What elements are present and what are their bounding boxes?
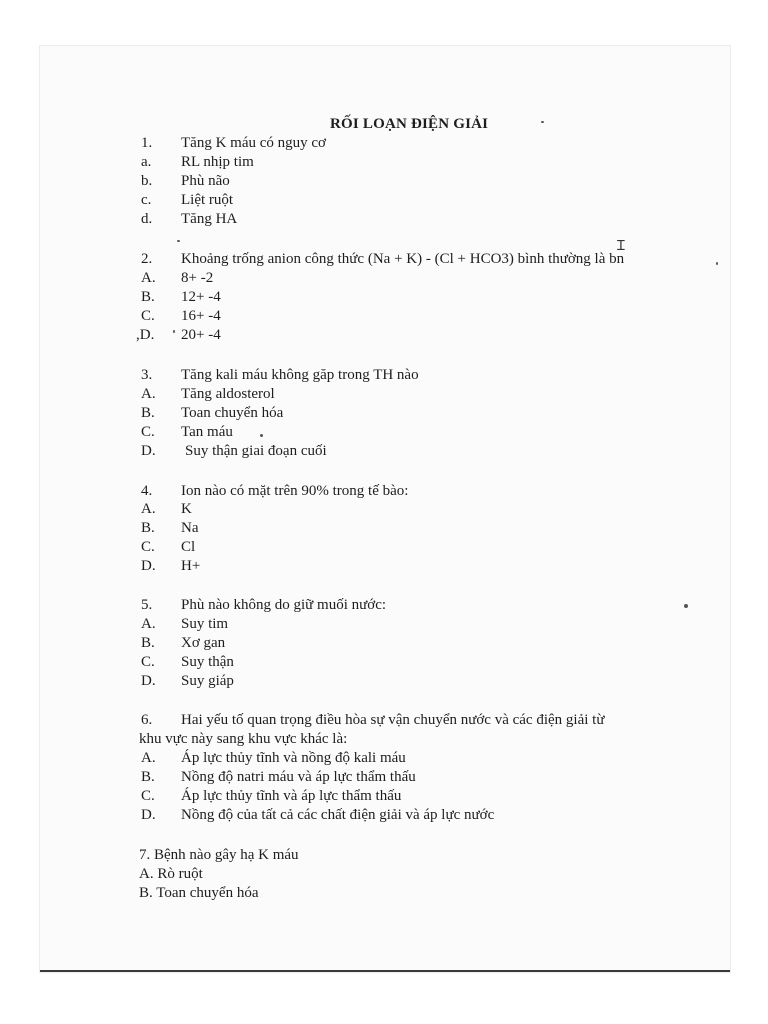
option-label: C. [141,308,155,324]
option-text: Na [181,520,199,536]
scan-speck [684,604,688,608]
text-cursor-icon: Ɪ [617,238,625,254]
question-number: 1. [141,135,153,151]
option-text: Suy tim [181,616,229,632]
option-text: Áp lực thủy tĩnh và nồng độ kali máu [181,750,406,766]
scan-speck [260,434,263,437]
scan-speck [541,121,544,123]
option-text: Cl [181,539,196,555]
option-text: Suy thận [181,654,234,670]
question-number: 3. [141,367,153,383]
option-text: Nồng độ natri máu và áp lực thẩm thấu [181,769,416,785]
question-text: Ion nào có mặt trên 90% trong tế bào: [181,483,409,499]
option-text: Tan máu [181,424,233,440]
option-text: Tăng HA [181,211,238,227]
option-label: C. [141,788,155,804]
option-text: Xơ gan [181,635,226,651]
option-text: 16+ -4 [181,308,221,324]
option-label: B. [141,769,155,785]
option-label: D. [141,443,156,459]
question-text: Hai yếu tố quan trọng điều hòa sự vận chuyển nước và các điện giải từ [181,712,605,728]
scan-speck [716,262,718,265]
option-text: K [181,501,192,517]
option-label: b. [141,173,153,189]
option-label: a. [141,154,152,170]
option-label: d. [141,211,153,227]
option-label: B. [141,405,155,421]
option-text: RL nhịp tim [181,154,254,170]
question-number: 6. [141,712,153,728]
option-label: B. [141,289,155,305]
option-label: c. [141,192,152,208]
option-label: B. [141,520,155,536]
option-text: B. Toan chuyển hóa [139,885,259,901]
question-text: Tăng K máu có nguy cơ [181,135,326,151]
option-label: D. [141,558,156,574]
option-text: Phù não [181,173,230,189]
option-text: A. Rò ruột [139,866,203,882]
option-label: ,D. [136,327,155,343]
scan-speck [177,240,180,242]
option-label: A. [141,750,156,766]
option-label: A. [141,270,156,286]
option-label: D. [141,807,156,823]
question-text-continued: khu vực này sang khu vực khác là: [139,731,348,747]
option-text: 12+ -4 [181,289,221,305]
question-number: 4. [141,483,153,499]
question-number: 2. [141,251,153,267]
option-label: C. [141,654,155,670]
option-text: Toan chuyển hóa [181,405,284,421]
option-text: Liệt ruột [181,192,234,208]
option-label: C. [141,539,155,555]
option-text: H+ [181,558,201,574]
page-title: RỐI LOẠN ĐIỆN GIẢI [330,116,489,132]
option-text: Nồng độ của tất cả các chất điện giải và áp lực nước [181,807,495,823]
option-label: C. [141,424,155,440]
option-text: Tăng aldosterol [181,386,275,402]
option-text: 20+ -4 [181,327,221,343]
question-text: 7. Bệnh nào gây hạ K máu [139,847,299,863]
question-text: Tăng kali máu không găp trong TH nào [181,367,419,383]
question-number: 5. [141,597,153,613]
scan-speck [173,330,175,333]
question-text: Khoảng trống anion công thức (Na + K) - (Cl + HCO3) bình thường là bn [181,251,625,267]
option-text: Suy giáp [181,673,234,689]
option-text: Suy thận giai đoạn cuối [185,443,327,459]
option-text: Áp lực thủy tĩnh và áp lực thẩm thấu [181,788,402,804]
option-label: B. [141,635,155,651]
option-label: A. [141,616,156,632]
option-label: A. [141,501,156,517]
option-label: D. [141,673,156,689]
question-text: Phù nào không do giữ muối nước: [181,597,387,613]
option-text: 8+ -2 [181,270,214,286]
option-label: A. [141,386,156,402]
